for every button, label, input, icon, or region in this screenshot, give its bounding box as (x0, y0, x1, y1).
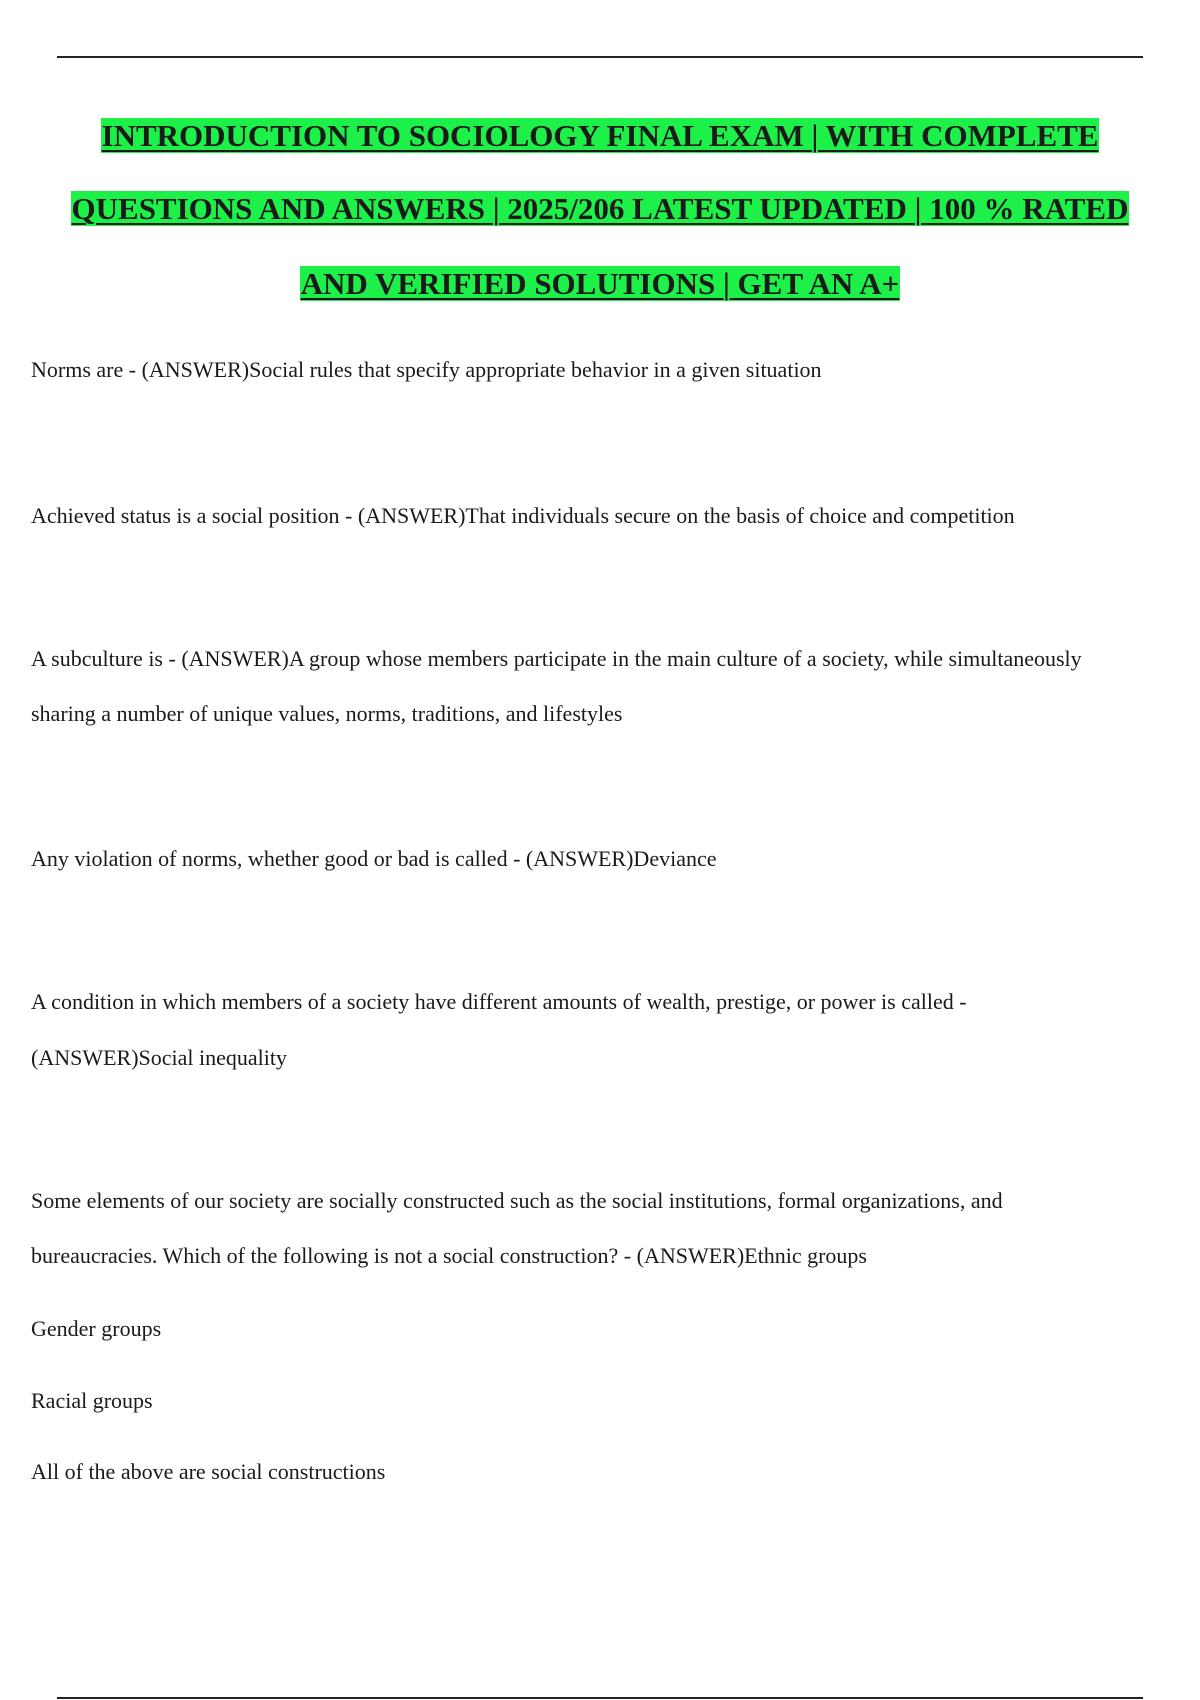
top-rule (57, 56, 1143, 58)
qa-social-construction-line-1: Some elements of our society are socially constructed such as the social institutions, formal organizations, and (31, 1188, 1003, 1213)
qa-achieved-status: Achieved status is a social position - (ANSWER)That individuals secure on the basis of choice and competition (31, 503, 1015, 528)
qa-inequality-line-1: A condition in which members of a society have different amounts of wealth, prestige, or power is called - (31, 989, 967, 1014)
document-title-line-3: AND VERIFIED SOLUTIONS | GET AN A+ (300, 266, 900, 301)
document-title-line-2: QUESTIONS AND ANSWERS | 2025/206 LATEST UPDATED | 100 % RATED (71, 191, 1129, 226)
qa-norms: Norms are - (ANSWER)Social rules that specify appropriate behavior in a given situation (31, 357, 822, 382)
option-all-of-the-above: All of the above are social constructions (31, 1459, 386, 1484)
qa-deviance: Any violation of norms, whether good or bad is called - (ANSWER)Deviance (31, 846, 717, 871)
qa-subculture-line-2: sharing a number of unique values, norms, traditions, and lifestyles (31, 701, 623, 726)
qa-inequality-line-2: (ANSWER)Social inequality (31, 1045, 288, 1070)
bottom-rule (57, 1697, 1143, 1699)
document-title-line-1: INTRODUCTION TO SOCIOLOGY FINAL EXAM | WITH COMPLETE (101, 118, 1099, 153)
option-gender-groups: Gender groups (31, 1316, 162, 1341)
qa-subculture-line-1: A subculture is - (ANSWER)A group whose members participate in the main culture of a society, while simultaneously (31, 646, 1082, 671)
qa-social-construction-line-2: bureaucracies. Which of the following is not a social construction? - (ANSWER)Ethnic groups (31, 1243, 867, 1268)
option-racial-groups: Racial groups (31, 1388, 153, 1413)
